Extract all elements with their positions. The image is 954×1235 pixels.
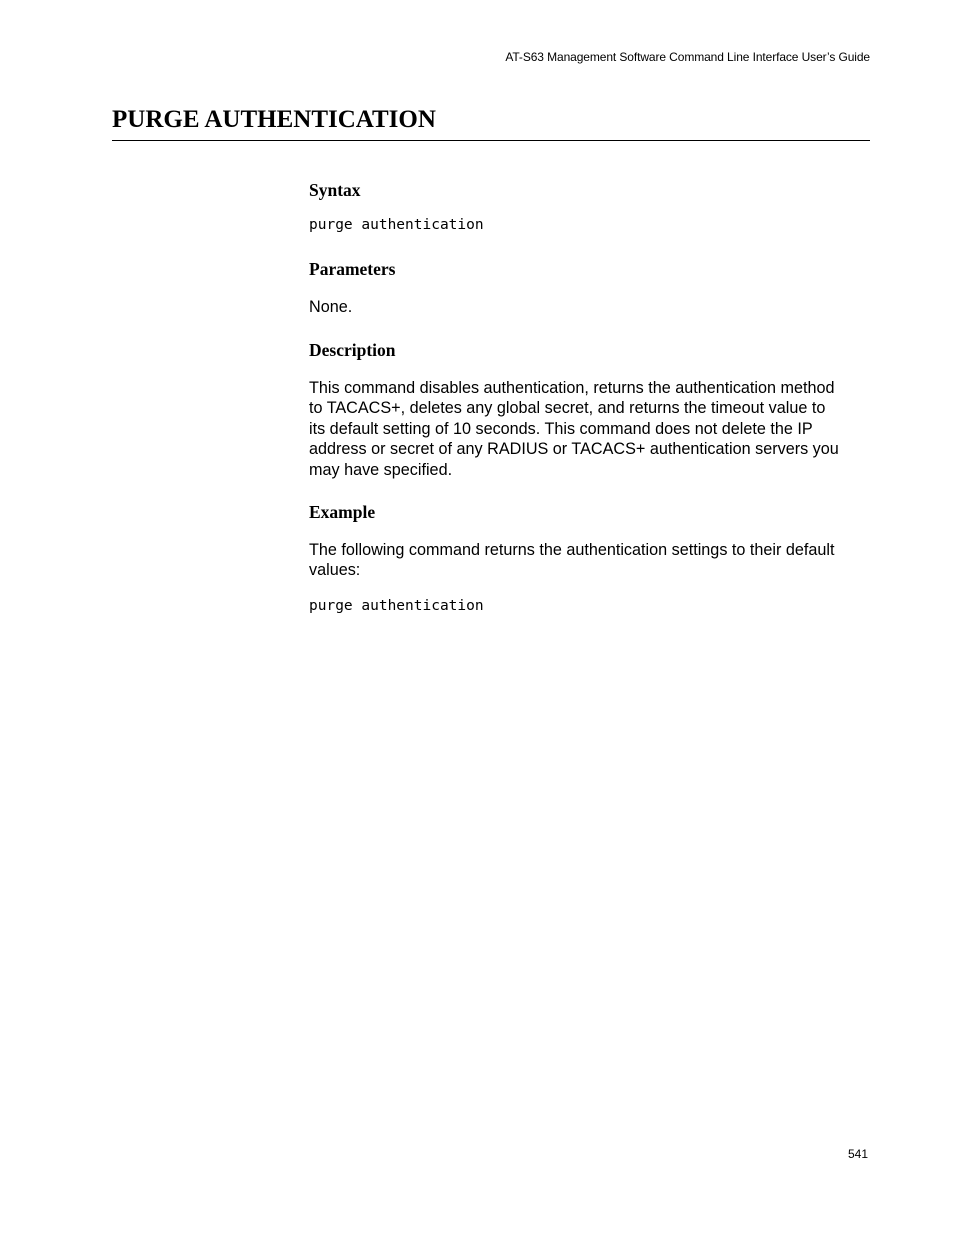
example-line: The following command returns the authentication settings to their default [309,541,835,559]
parameters-heading: Parameters [309,259,396,279]
page-number: 541 [847,1147,868,1161]
description-line: address or secret of any RADIUS or TACACS+ authentication servers you [309,440,839,459]
title-divider [112,140,870,141]
running-header: AT-S63 Management Software Command Line Interface User’s Guide [505,50,870,64]
example-line: values: [309,561,361,580]
example-code: purge authentication [309,598,484,614]
syntax-code: purge authentication [309,217,484,233]
parameters-text: None. [309,298,353,316]
description-line: its default setting of 10 seconds. This command does not delete the IP [309,419,813,438]
description-text [309,378,874,480]
syntax-heading: Syntax [309,180,361,200]
page-title: PURGE AUTHENTICATION [112,106,436,133]
description-line: to TACACS+, deletes any global secret, and returns the timeout value to [309,399,826,418]
description-line: may have specified. [309,460,453,479]
example-heading: Example [309,502,376,522]
example-text [309,540,874,581]
description-line: This command disables authentication, returns the authentication method [309,379,835,397]
description-heading: Description [309,340,396,360]
